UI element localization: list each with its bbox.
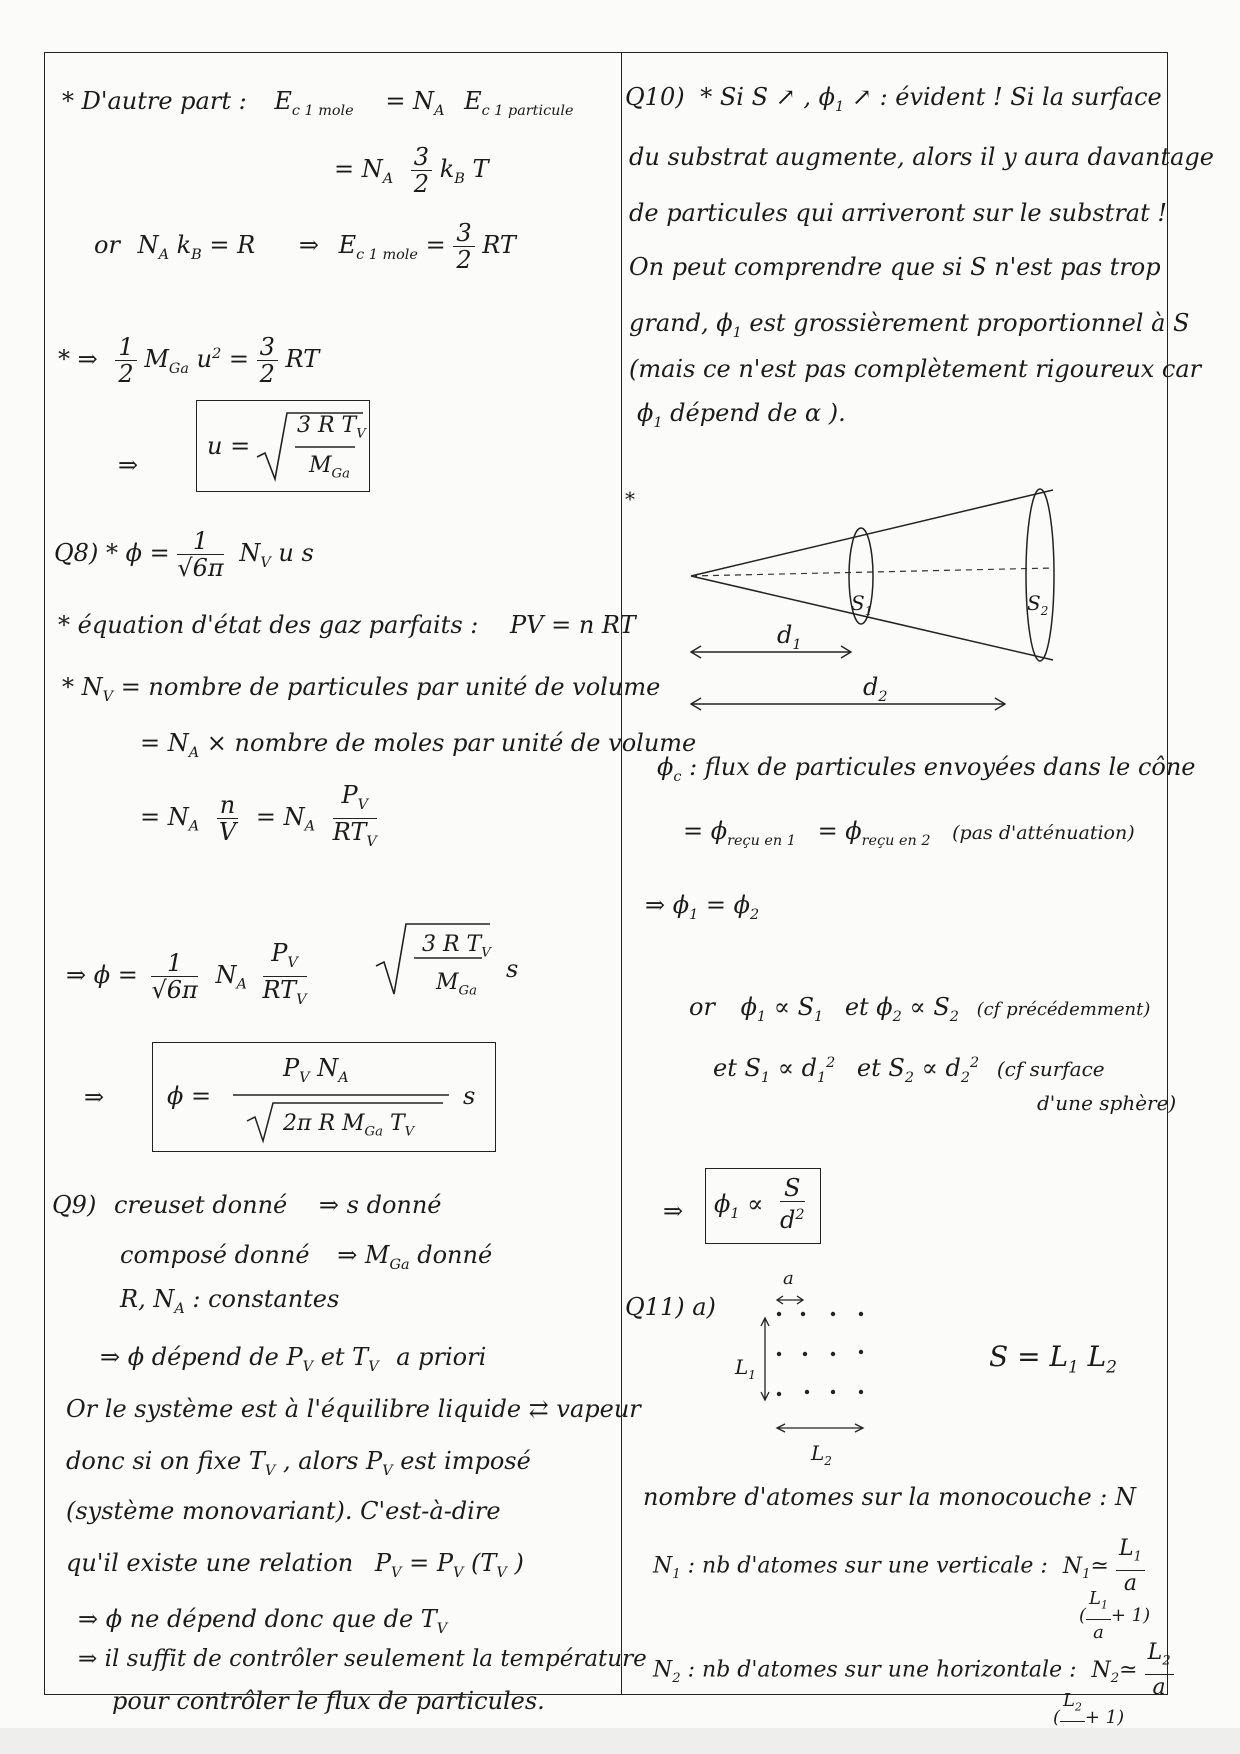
label-l2: $L_2$ bbox=[811, 1441, 832, 1468]
q9-line-11: pour contrôler le flux de particules. bbox=[112, 1687, 545, 1715]
q10-line-3: de particules qui arriveront sur le substrat ! bbox=[629, 199, 1168, 227]
prop-line-3: d'une sphère) bbox=[1037, 1091, 1177, 1115]
n2-approx: ( $L_2$ + 1) bbox=[1053, 1690, 1125, 1728]
arrow-u: ⇒ bbox=[118, 451, 139, 479]
q8-flux-expression: Q8) * ϕ = $\frac{1}{√6\pi}$ $N_V$ u s bbox=[54, 527, 314, 582]
q10-line-5: grand, $\phi_1$ est grossièrement proportionnel à S bbox=[629, 309, 1190, 341]
label-d2: $d_2$ bbox=[863, 673, 888, 705]
line-phi-full: ⇒ ϕ = $\frac{1}{√6\pi}$ $N_A$ $\frac{P_V}{RT_V}$ bbox=[66, 939, 307, 1008]
scan-bottom-band bbox=[0, 1728, 1240, 1754]
phic-line-3: ⇒ $\phi_1 = \phi_2$ bbox=[645, 891, 760, 923]
section-s2 bbox=[1026, 489, 1054, 661]
line-kinetic-energy: * ⇒ $\frac{1}{2}$ $M_{Ga}$ $u^2$ = $\frac{3}{2}$ RT bbox=[58, 333, 320, 388]
phic-line-1: $\phi_c$ : flux de particules envoyées dans le cône bbox=[657, 753, 1196, 785]
u-sqrt-num: 3 R $T_V$ bbox=[297, 413, 366, 442]
q11-label: Q11) a) bbox=[625, 1293, 716, 1321]
boxed-u-result: u = 3 R $T_V$ $M_{Ga}$ bbox=[196, 400, 370, 492]
n1-approx: ( $\frac{L_1}{a}$ + 1) bbox=[1079, 1588, 1151, 1643]
q10-line-1: Q10) * Si S ↗ , $\phi_1$ ↗ : évident ! Si la surface bbox=[625, 83, 1162, 115]
q10-label: Q10) bbox=[625, 83, 685, 111]
q9-line-5: Or le système est à l'équilibre liquide ⇄ vapeur bbox=[66, 1395, 641, 1423]
right-column bbox=[623, 52, 1214, 1728]
line-nv-moles: = $N_A$ × nombre de moles par unité de volume bbox=[140, 729, 697, 761]
cone-star: * bbox=[625, 487, 635, 511]
q10-line-4: On peut comprendre que si S n'est pas trop bbox=[629, 253, 1161, 281]
u-sqrt-den: $M_{Ga}$ bbox=[309, 453, 350, 482]
phi-sqrt-num: 3 R $T_V$ bbox=[422, 932, 491, 961]
q9-line-4: ⇒ ϕ dépend de $P_V$ et $T_V$ a priori bbox=[100, 1343, 487, 1375]
arrow-phi-final: ⇒ bbox=[84, 1083, 105, 1111]
line-nv-pv: = $N_A$ $\frac{n}{V}$ = $N_A$ $\frac{P_V}{RT_V}$ bbox=[140, 781, 377, 850]
phi-sqrt-den: $M_{Ga}$ bbox=[436, 970, 477, 999]
q9-label: Q9) bbox=[52, 1191, 97, 1219]
q9-line-9: ⇒ ϕ ne dépend donc que de $T_V$ bbox=[78, 1605, 448, 1637]
phic-line-2: = $\phi_{reçu en 1} = \phi_{reçu en 2}$ (pas d'atténuation) bbox=[683, 817, 1135, 849]
column-divider bbox=[621, 52, 622, 1695]
atom-grid bbox=[681, 1284, 891, 1460]
boxed-proportionality: $\phi_1$ ∝ $\frac{S}{d^2}$ bbox=[705, 1168, 821, 1244]
q9-line-7: (système monovariant). C'est-à-dire bbox=[66, 1497, 501, 1525]
label-s2: $S_2$ bbox=[1027, 591, 1049, 618]
label-a: a bbox=[783, 1268, 794, 1289]
cone-axis bbox=[691, 568, 1053, 576]
prop-line-2: et $S_1 \propto d_1^2$ et $S_2 \propto d_2^2$ (cf surface bbox=[713, 1054, 1105, 1086]
q9-line-8: qu'il existe une relation $P_V = P_V$ ($T_V$ ) bbox=[66, 1549, 524, 1581]
n2-line: $N_2$ : nb d'atomes sur une horizontale : $N_2≃$ $\frac{L_2}{a}$ bbox=[653, 1640, 1174, 1701]
line-na-kb-r: or $N_A$ $k_B = R$ ⇒ $E_{c 1 mole}$ = $\frac{3}{2}$ RT bbox=[94, 219, 516, 274]
arrow-result: ⇒ bbox=[663, 1197, 684, 1225]
n1-line: $N_1$ : nb d'atomes sur une verticale : $N_1≃$ $\frac{L_1}{a}$ bbox=[653, 1536, 1145, 1597]
q9-line-1: Q9) creuset donné ⇒ s donné bbox=[52, 1191, 442, 1219]
phi-s: s bbox=[506, 955, 519, 983]
n-monolayer-line: nombre d'atomes sur la monocouche : N bbox=[643, 1483, 1136, 1511]
q10-line-6: (mais ce n'est pas complètement rigoureux car bbox=[629, 355, 1202, 383]
line-nv-definition: * $N_V$ = nombre de particules par unité de volume bbox=[62, 673, 661, 705]
q9-line-3: R, $N_A$ : constantes bbox=[120, 1285, 340, 1317]
surface-eq: $S = L_1$ $L_2$ bbox=[989, 1340, 1117, 1377]
q9-line-6: donc si on fixe $T_V$ , alors $P_V$ est imposé bbox=[66, 1447, 531, 1479]
line-ec-kbt: = $N_A$ $\frac{3}{2}$ $k_B$ T bbox=[334, 143, 489, 198]
q10-line-7: $\phi_1$ dépend de α ). bbox=[637, 399, 846, 431]
q10-line-2: du substrat augmente, alors il y aura davantage bbox=[629, 143, 1214, 171]
line-ec-1mole: * D'autre part : $E_{c 1 mole} = N_A$ $E_{c 1 particule}$ bbox=[62, 87, 574, 119]
prop-line-1: or $\phi_1 \propto S_1$ et $\phi_2 \propto S_2$ (cf précédemment) bbox=[689, 993, 1151, 1025]
boxed-phi-result: ϕ = $P_V$ $N_A$ 2π R $M_{Ga}$ $T_V$ s bbox=[152, 1042, 496, 1152]
q9-line-2: composé donné ⇒ $M_{Ga}$ donné bbox=[120, 1241, 493, 1273]
phi-result-num: $P_V$ $N_A$ bbox=[283, 1054, 349, 1086]
label-s1: $S_1$ bbox=[851, 591, 873, 618]
label-l1: $L_1$ bbox=[735, 1355, 756, 1382]
atom-dots bbox=[777, 1312, 863, 1396]
q9-line-10: ⇒ il suffit de contrôler seulement la température bbox=[78, 1646, 647, 1672]
line-ideal-gas: * équation d'état des gaz parfaits : PV = n RT bbox=[58, 611, 636, 639]
phi-result-den: 2π R $M_{Ga}$ $T_V$ bbox=[283, 1111, 415, 1140]
label-d1: $d_1$ bbox=[777, 621, 802, 653]
q8-label: Q8) bbox=[54, 539, 99, 567]
